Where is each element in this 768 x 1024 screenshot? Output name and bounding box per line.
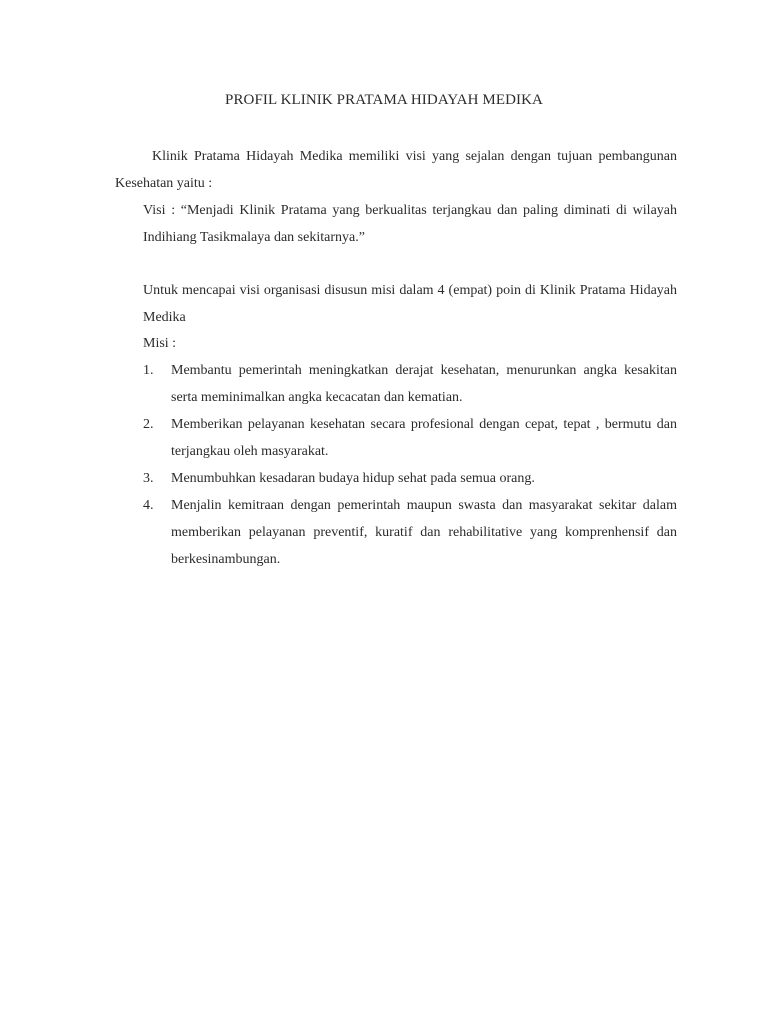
misi-number: 1. <box>143 363 154 378</box>
intro-paragraph: Klinik Pratama Hidayah Medika memiliki visi yang sejalan dengan tujuan pembangunan Kesehatan yaitu : <box>115 149 677 191</box>
misi-label: Misi : <box>143 336 177 351</box>
misi-number: 3. <box>143 471 154 486</box>
visi-paragraph: Visi : “Menjadi Klinik Pratama yang berkualitas terjangkau dan paling diminati di wilayah Indihiang Tasikmalaya dan sekitarnya.” <box>143 203 677 245</box>
misi-text: Menjalin kemitraan dengan pemerintah maupun swasta dan masyarakat sekitar dalam memberikan pelayanan preventif, kuratif dan rehabilitative yang komprenhensif dan berkesinambungan. <box>171 498 677 567</box>
misi-number: 4. <box>143 498 154 513</box>
misi-item <box>143 465 677 492</box>
misi-list <box>143 357 677 573</box>
misi-item <box>143 357 677 411</box>
misi-text: Membantu pemerintah meningkatkan derajat kesehatan, menurunkan angka kesakitan serta meminimalkan angka kecacatan dan kematian. <box>171 363 677 405</box>
misi-text: Menumbuhkan kesadaran budaya hidup sehat pada semua orang. <box>171 471 535 486</box>
misi-text: Memberikan pelayanan kesehatan secara profesional dengan cepat, tepat , bermutu dan terjangkau oleh masyarakat. <box>171 417 677 459</box>
misi-item <box>143 411 677 465</box>
misi-intro-paragraph: Untuk mencapai visi organisasi disusun misi dalam 4 (empat) poin di Klinik Pratama Hidayah Medika <box>143 283 677 325</box>
misi-item <box>143 492 677 573</box>
document-title: PROFIL KLINIK PRATAMA HIDAYAH MEDIKA <box>225 92 543 108</box>
misi-number: 2. <box>143 417 154 432</box>
